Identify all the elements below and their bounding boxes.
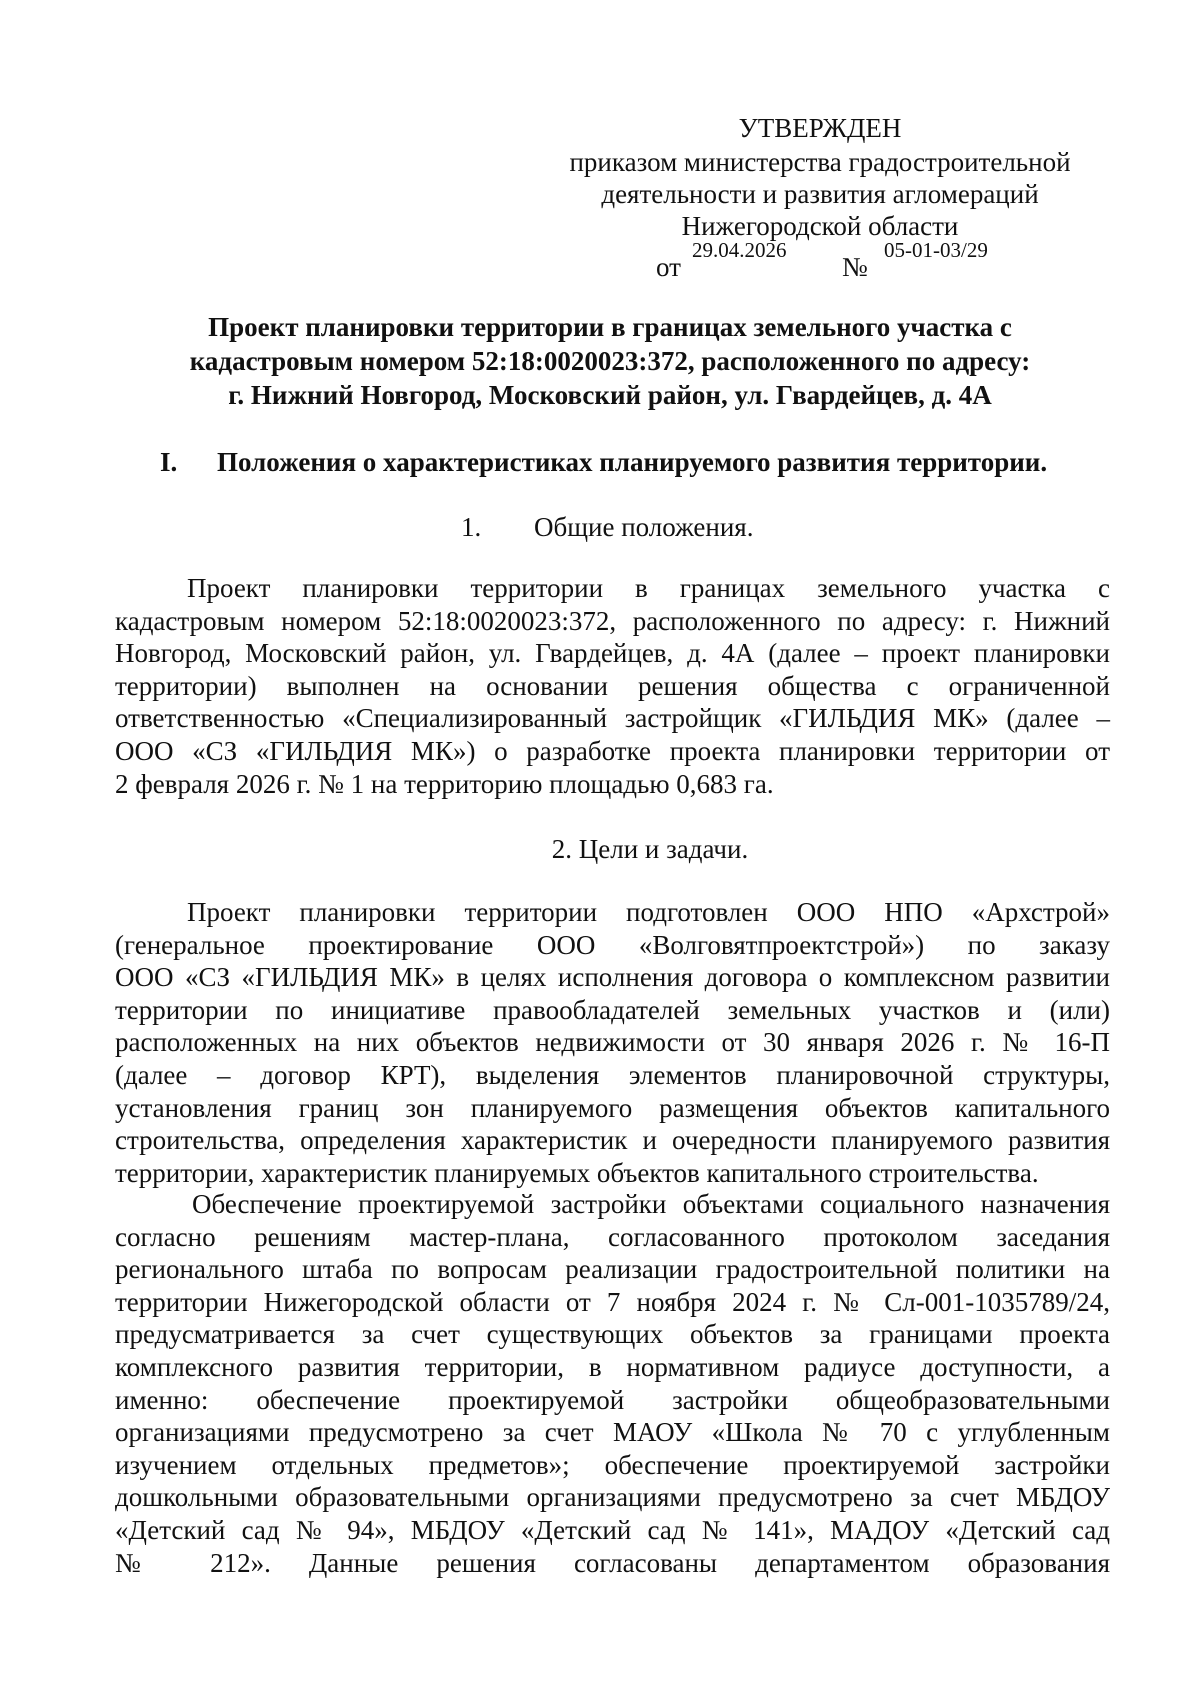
paragraph-line: № 212». Данные решения согласованы департаментом образования (115, 1547, 1110, 1578)
paragraph-line: Проект планировки территории подготовлен ООО НПО «Архстрой» (187, 897, 1110, 927)
section-number: I. (160, 447, 178, 477)
paragraph-line: предусматривается за счет существующих объектов за границами проекта (115, 1319, 1110, 1350)
paragraph-line: Проект планировки территории в границах земельного участка с (187, 573, 1110, 603)
paragraph-line: регионального штаба по вопросам реализации градостроительной политики на (115, 1254, 1110, 1285)
approval-line-3: Нижегородской области (681, 211, 959, 241)
paragraph-line: согласно решениям мастер-плана, согласованного протоколом заседания (115, 1221, 1110, 1252)
paragraph-goals (115, 896, 1110, 1189)
subsection-heading-2: 2. Цели и задачи. (551, 834, 749, 864)
approval-block (540, 112, 1100, 242)
paragraph-line: территории по инициативе правообладателей земельных участков и (или) (115, 994, 1110, 1025)
paragraph-line: именно: обеспечение проектируемой застройки общеобразовательными (115, 1384, 1110, 1415)
paragraph-line: Обеспечение проектируемой застройки объектами социального назначения (192, 1189, 1110, 1219)
paragraph-line: 2 февраля 2026 г. № 1 на территорию площадью 0,683 га. (115, 768, 774, 799)
paragraph-line: организациями предусмотрено за счет МАОУ «Школа № 70 с углубленным (115, 1417, 1110, 1448)
document-title-line-1: Проект планировки территории в границах земельного участка с (208, 312, 1012, 342)
document-title-line-3: г. Нижний Новгород, Московский район, ул. Гвардейцев, д. 4А (228, 380, 992, 410)
order-number-label: № (842, 252, 868, 282)
paragraph-line: ООО «СЗ «ГИЛЬДИЯ МК» в целях исполнения договора о комплексном развитии (115, 962, 1110, 993)
paragraph-line: ООО «СЗ «ГИЛЬДИЯ МК») о разработке проекта планировки территории от (115, 735, 1110, 766)
order-date-number (656, 238, 1076, 282)
document-title-line-2: кадастровым номером 52:18:0020023:372, расположенного по адресу: (189, 346, 1031, 376)
order-ot-label: от (656, 252, 681, 282)
paragraph-line: расположенных на них объектов недвижимости от 30 января 2026 г. № 16-П (115, 1027, 1110, 1058)
paragraph-line: ответственностью «Специализированный застройщик «ГИЛЬДИЯ МК» (далее – (115, 703, 1110, 734)
paragraph-line: установления границ зон планируемого размещения объектов капитального (115, 1092, 1110, 1123)
paragraph-line: территории) выполнен на основании решения общества с ограниченной (115, 670, 1110, 701)
order-date: 29.04.2026 (692, 238, 787, 262)
paragraph-line: территории, характеристик планируемых объектов капитального строительства. (115, 1157, 1039, 1188)
paragraph-line: (генеральное проектирование ООО «Волговятпроектстрой») по заказу (115, 929, 1110, 960)
approval-line-1: приказом министерства градостроительной (569, 147, 1071, 177)
paragraph-line: Новгород, Московский район, ул. Гвардейцев, д. 4А (далее – проект планировки (115, 638, 1110, 669)
paragraph-line: строительства, определения характеристик и очередности планируемого развития (115, 1125, 1110, 1156)
paragraph-line: кадастровым номером 52:18:0020023:372, расположенного по адресу: г. Нижний (115, 605, 1110, 636)
paragraph-line: дошкольными образовательными организациями предусмотрено за счет МБДОУ (115, 1482, 1110, 1513)
paragraph-line: изучением отдельных предметов»; обеспечение проектируемой застройки (115, 1449, 1110, 1480)
paragraph-line: (далее – договор КРТ), выделения элементов планировочной структуры, (115, 1059, 1110, 1090)
paragraph-general-provisions (115, 572, 1110, 800)
paragraph-line: комплексного развития территории, в нормативном радиусе доступности, а (115, 1351, 1110, 1382)
paragraph-line: «Детский сад № 94», МБДОУ «Детский сад № 141», МАДОУ «Детский сад (115, 1514, 1110, 1545)
approval-line-2: деятельности и развития агломераций (601, 179, 1039, 209)
subsection-number: 1. (461, 512, 482, 542)
subsection-title: Общие положения. (534, 512, 754, 542)
paragraph-line: территории Нижегородской области от 7 ноября 2024 г. № Сл-001-1035789/24, (115, 1286, 1110, 1317)
paragraph-social-facilities (115, 1188, 1110, 1579)
approval-title: УТВЕРЖДЕН (738, 113, 902, 143)
order-number: 05-01-03/29 (884, 238, 988, 262)
section-title: Положения о характеристиках планируемого развития территории. (217, 447, 1048, 477)
document-title (130, 310, 1090, 412)
